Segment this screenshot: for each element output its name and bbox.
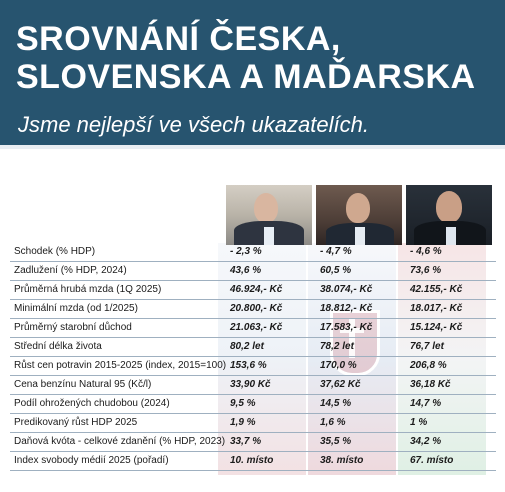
sk-value: 38. místo	[320, 455, 364, 466]
sk-value: 35,5 %	[320, 436, 352, 447]
slovak-pm-photo	[316, 185, 402, 245]
table-row	[10, 452, 496, 471]
header-banner	[0, 0, 505, 145]
cz-value: 46.924,- Kč	[230, 284, 283, 295]
sk-value: 37,62 Kč	[320, 379, 361, 390]
hu-value: 18.017,- Kč	[410, 303, 463, 314]
sk-value: 170,0 %	[320, 360, 357, 371]
czech-pm-photo	[226, 185, 312, 245]
row-label: Index svobody médií 2025 (pořadí)	[14, 455, 169, 466]
row-label: Cena benzínu Natural 95 (Kč/l)	[14, 379, 152, 390]
cz-value: 43,6 %	[230, 265, 262, 276]
hu-value: 42.155,- Kč	[410, 284, 463, 295]
table-row	[10, 357, 496, 376]
row-label: Predikovaný růst HDP 2025	[14, 417, 138, 428]
page-title: SROVNÁNÍ ČESKA, SLOVENSKA A MAĎARSKA	[16, 20, 476, 96]
table-row	[10, 281, 496, 300]
cz-value: 20.800,- Kč	[230, 303, 283, 314]
hu-value: - 4,6 %	[410, 246, 442, 257]
sk-value: - 4,7 %	[320, 246, 352, 257]
hu-value: 206,8 %	[410, 360, 447, 371]
sk-value: 1,6 %	[320, 417, 346, 428]
row-label: Průměrná hrubá mzda (1Q 2025)	[14, 284, 162, 295]
row-label: Podíl ohrožených chudobou (2024)	[14, 398, 170, 409]
cz-value: 33,90 Kč	[230, 379, 271, 390]
sk-value: 17.583,- Kč	[320, 322, 373, 333]
hu-value: 67. místo	[410, 455, 454, 466]
sk-value: 14,5 %	[320, 398, 352, 409]
table-row	[10, 338, 496, 357]
row-label: Schodek (% HDP)	[14, 246, 96, 257]
sk-value: 38.074,- Kč	[320, 284, 373, 295]
row-label: Růst cen potravin 2015-2025 (index, 2015=100)	[14, 360, 227, 371]
hungarian-pm-photo	[406, 185, 492, 245]
hu-value: 1 %	[410, 417, 428, 428]
sk-value: 78,2 let	[320, 341, 354, 352]
cz-value: 21.063,- Kč	[230, 322, 283, 333]
page-subtitle: Jsme nejlepší ve všech ukazatelích.	[18, 112, 369, 137]
sk-value: 60,5 %	[320, 265, 352, 276]
table-row	[10, 414, 496, 433]
hu-value: 14,7 %	[410, 398, 442, 409]
table-row	[10, 395, 496, 414]
cz-value: 80,2 let	[230, 341, 264, 352]
hu-value: 34,2 %	[410, 436, 442, 447]
hu-value: 73,6 %	[410, 265, 442, 276]
row-label: Průměrný starobní důchod	[14, 322, 132, 333]
cz-value: - 2,3 %	[230, 246, 262, 257]
row-label: Střední délka života	[14, 341, 102, 352]
header-divider	[0, 145, 505, 149]
hu-value: 36,18 Kč	[410, 379, 451, 390]
row-label: Daňová kvóta - celkové zdanění (% HDP, 2023)	[14, 436, 226, 447]
cz-value: 33,7 %	[230, 436, 262, 447]
row-label: Minimální mzda (od 1/2025)	[14, 303, 138, 314]
hu-value: 76,7 let	[410, 341, 444, 352]
table-row	[10, 376, 496, 395]
cz-value: 1,9 %	[230, 417, 256, 428]
table-row	[10, 300, 496, 319]
cz-value: 153,6 %	[230, 360, 267, 371]
sk-value: 18.812,- Kč	[320, 303, 373, 314]
table-row	[10, 319, 496, 338]
cz-value: 10. místo	[230, 455, 274, 466]
table-row	[10, 262, 496, 281]
cz-value: 9,5 %	[230, 398, 256, 409]
table-row	[10, 433, 496, 452]
row-label: Zadlužení (% HDP, 2024)	[14, 265, 127, 276]
hu-value: 15.124,- Kč	[410, 322, 463, 333]
table-row	[10, 243, 496, 262]
